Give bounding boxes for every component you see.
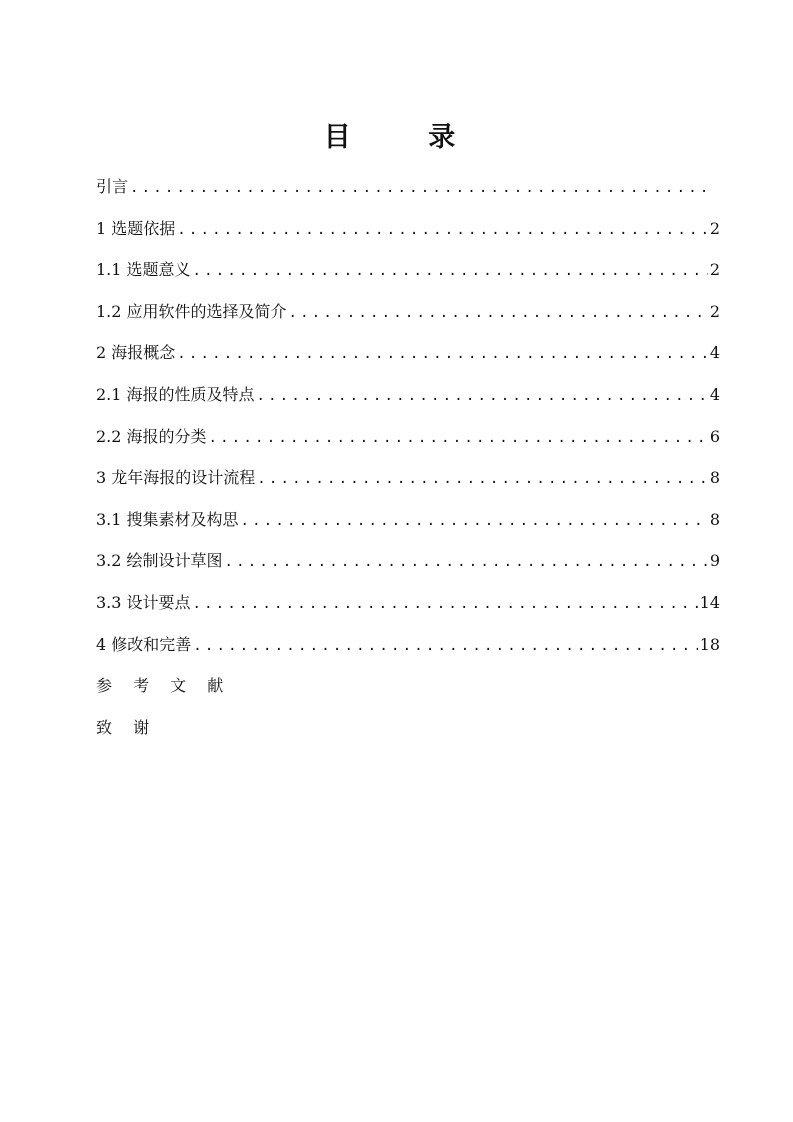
toc-entry-page: 6 [709, 426, 720, 446]
toc-entry-page: 18 [699, 634, 720, 654]
toc-leader-dots [257, 376, 708, 418]
toc-leader-dots [177, 334, 708, 376]
toc-entry-label: 引言 [96, 177, 129, 196]
toc-leader-dots [193, 584, 698, 626]
toc-entry-introduction [96, 166, 720, 208]
toc-entry-1-2 [96, 291, 720, 333]
toc-entry-3-1 [96, 499, 720, 541]
toc-entry-1-1 [96, 249, 720, 291]
toc-entry-page: 8 [709, 509, 720, 529]
toc-leader-dots [225, 542, 708, 584]
toc-entry-page: 8 [709, 468, 720, 488]
toc-entry-page: 4 [709, 384, 720, 404]
toc-entry-label: 4 修改和完善 [96, 634, 192, 654]
toc-leader-dots [130, 168, 708, 210]
toc-leader-dots [289, 293, 708, 335]
toc-leader-dots [177, 210, 708, 252]
toc-entry-page: 2 [709, 301, 720, 321]
toc-entry-label: 2 海报概念 [96, 343, 176, 363]
toc-entry-label: 3.3 设计要点 [96, 592, 191, 612]
toc-entry-2 [96, 332, 720, 374]
toc-entry-label: 1.1 选题意义 [96, 260, 191, 280]
table-of-contents [96, 166, 720, 748]
toc-entry-2-2 [96, 416, 720, 458]
toc-entry-page: 4 [709, 343, 720, 363]
toc-entry-3 [96, 457, 720, 499]
toc-entry-4 [96, 624, 720, 666]
toc-leader-dots [193, 626, 697, 668]
toc-entry-references [96, 665, 720, 707]
toc-entry-2-1 [96, 374, 720, 416]
toc-title: 目 录 [323, 122, 490, 153]
toc-entry-label: 参 考 文 献 [96, 676, 232, 696]
toc-entry-label: 致 谢 [96, 717, 158, 737]
toc-entry-acknowledgements [96, 707, 720, 749]
toc-entry-label: 1.2 应用软件的选择及简介 [96, 301, 287, 321]
toc-entry-page: 9 [709, 551, 720, 571]
toc-entry-page: 2 [709, 260, 720, 280]
toc-entry-3-3 [96, 582, 720, 624]
toc-entry-1 [96, 208, 720, 250]
toc-entry-label: 1 选题依据 [96, 218, 176, 238]
toc-leader-dots [209, 418, 708, 460]
toc-entry-label: 3.2 绘制设计草图 [96, 551, 223, 571]
toc-entry-label: 3.1 搜集素材及构思 [96, 509, 239, 529]
toc-entry-label: 2.2 海报的分类 [96, 426, 207, 446]
toc-entry-page: 14 [699, 592, 720, 612]
toc-leader-dots [241, 501, 708, 543]
toc-leader-dots [257, 459, 708, 501]
toc-leader-dots [193, 251, 708, 293]
toc-entry-label: 2.1 海报的性质及特点 [96, 384, 255, 404]
toc-entry-page: 2 [709, 218, 720, 238]
toc-entry-3-2 [96, 540, 720, 582]
toc-entry-label: 3 龙年海报的设计流程 [96, 468, 256, 488]
